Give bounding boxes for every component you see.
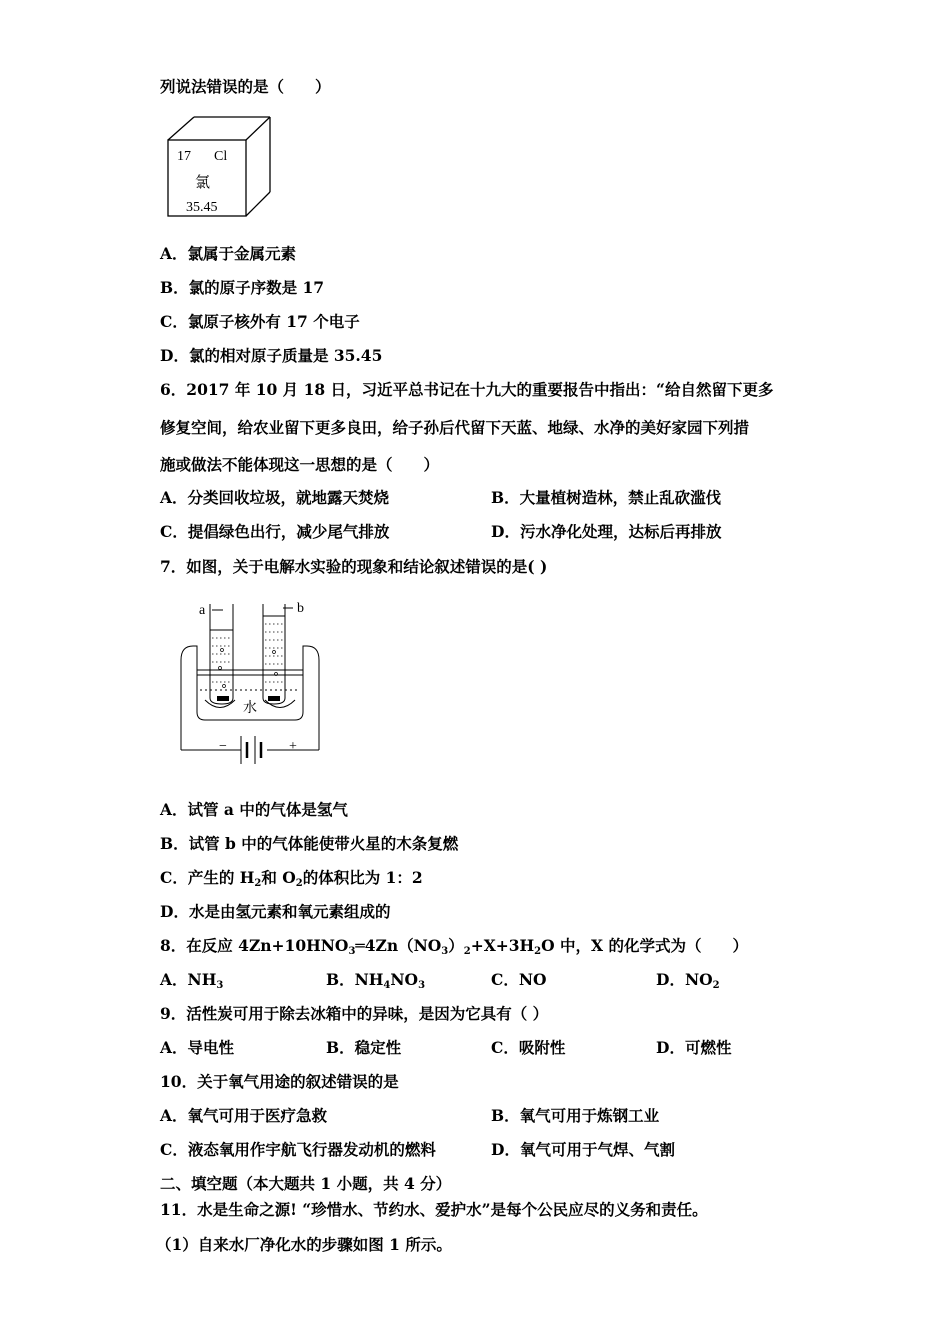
q5-option-d: D．氯的相对原子质量是 35.45 (160, 346, 383, 365)
electrolysis-diagram (175, 590, 325, 780)
negative-terminal: − (219, 739, 227, 754)
q8-option-b: B．$NH_4NO_3$ (326, 970, 426, 991)
q10-stem: 10．关于氧气用途的叙述错误的是 (160, 1072, 399, 1091)
q8-option-d: D．$NO_2$ (656, 970, 720, 991)
chlorine-element-cube (164, 112, 276, 222)
q9-option-a: A．导电性 (160, 1038, 235, 1057)
q11-stem: 11．水是生命之源! “珍惜水、节约水、爱护水”是每个公民应尽的义务和责任。 (160, 1200, 708, 1219)
q6-option-d: D．污水净化处理，达标后再排放 (491, 522, 722, 541)
q5-option-a: A．氯属于金属元素 (160, 244, 297, 263)
element-symbol: Cl (214, 149, 228, 164)
q11-sub1: （1）自来水厂净化水的步骤如图 1 所示。 (156, 1235, 452, 1254)
q6-option-a: A．分类回收垃圾，就地露天焚烧 (160, 488, 390, 507)
q7-option-c: C．产生的 $H_2$和 $O_2$的体积比为 1：2 (160, 868, 423, 889)
q9-option-b: B．稳定性 (326, 1038, 402, 1057)
q8-stem: 8．在反应 $4Zn+10HNO_3═4Zn(NO_3)_2+X+3H_2O$ 中，X 的化学式为（ ） (160, 936, 748, 957)
water-label: 水 (243, 701, 257, 716)
q7-option-b: B．试管 b 中的气体能使带火星的木条复燃 (160, 834, 459, 853)
q10-option-c: C．液态氧用作宇航飞行器发动机的燃料 (160, 1140, 436, 1159)
tube-b-label: b (297, 601, 304, 616)
q10-option-a: A．氧气可用于医疗急救 (160, 1106, 328, 1125)
q10-option-d: D．氧气可用于气焊、气割 (491, 1140, 675, 1159)
q6-option-b: B．大量植树造林，禁止乱砍滥伐 (491, 488, 722, 507)
q7-stem: 7．如图，关于电解水实验的现象和结论叙述错误的是( ) (160, 557, 548, 576)
q9-stem: 9．活性炭可用于除去冰箱中的异味，是因为它具有（ ） (160, 1004, 549, 1023)
q5-option-c: C．氯原子核外有 17 个电子 (160, 312, 360, 331)
q6-line1: 6．2017 年 10 月 18 日，习近平总书记在十九大的重要报告中指出：“给自然留下更多 (160, 380, 774, 399)
q8-option-c: C．NO (491, 970, 547, 989)
q5-stem-tail: 列说法错误的是（ ） (160, 77, 331, 96)
tube-a-label: a (199, 603, 206, 618)
q6-line2: 修复空间，给农业留下更多良田，给子孙后代留下天蓝、地绿、水净的美好家园下列措 (160, 418, 750, 437)
q7-option-d: D．水是由氢元素和氧元素组成的 (160, 902, 391, 921)
q6-line3: 施或做法不能体现这一思想的是（ ） (160, 455, 440, 474)
element-number: 17 (177, 149, 191, 164)
element-name: 氯 (195, 175, 211, 191)
q8-option-a: A．$NH_3$ (160, 970, 224, 991)
element-mass: 35.45 (186, 200, 218, 215)
q7-option-a: A．试管 a 中的气体是氢气 (160, 800, 348, 819)
section2-title: 二、填空题（本大题共 1 小题，共 4 分） (160, 1174, 452, 1193)
q5-option-b: B．氯的原子序数是 17 (160, 278, 325, 297)
q10-option-b: B．氧气可用于炼钢工业 (491, 1106, 660, 1125)
q9-option-c: C．吸附性 (491, 1038, 566, 1057)
positive-terminal: + (289, 739, 297, 754)
q6-option-c: C．提倡绿色出行，减少尾气排放 (160, 522, 390, 541)
q9-option-d: D．可燃性 (656, 1038, 732, 1057)
